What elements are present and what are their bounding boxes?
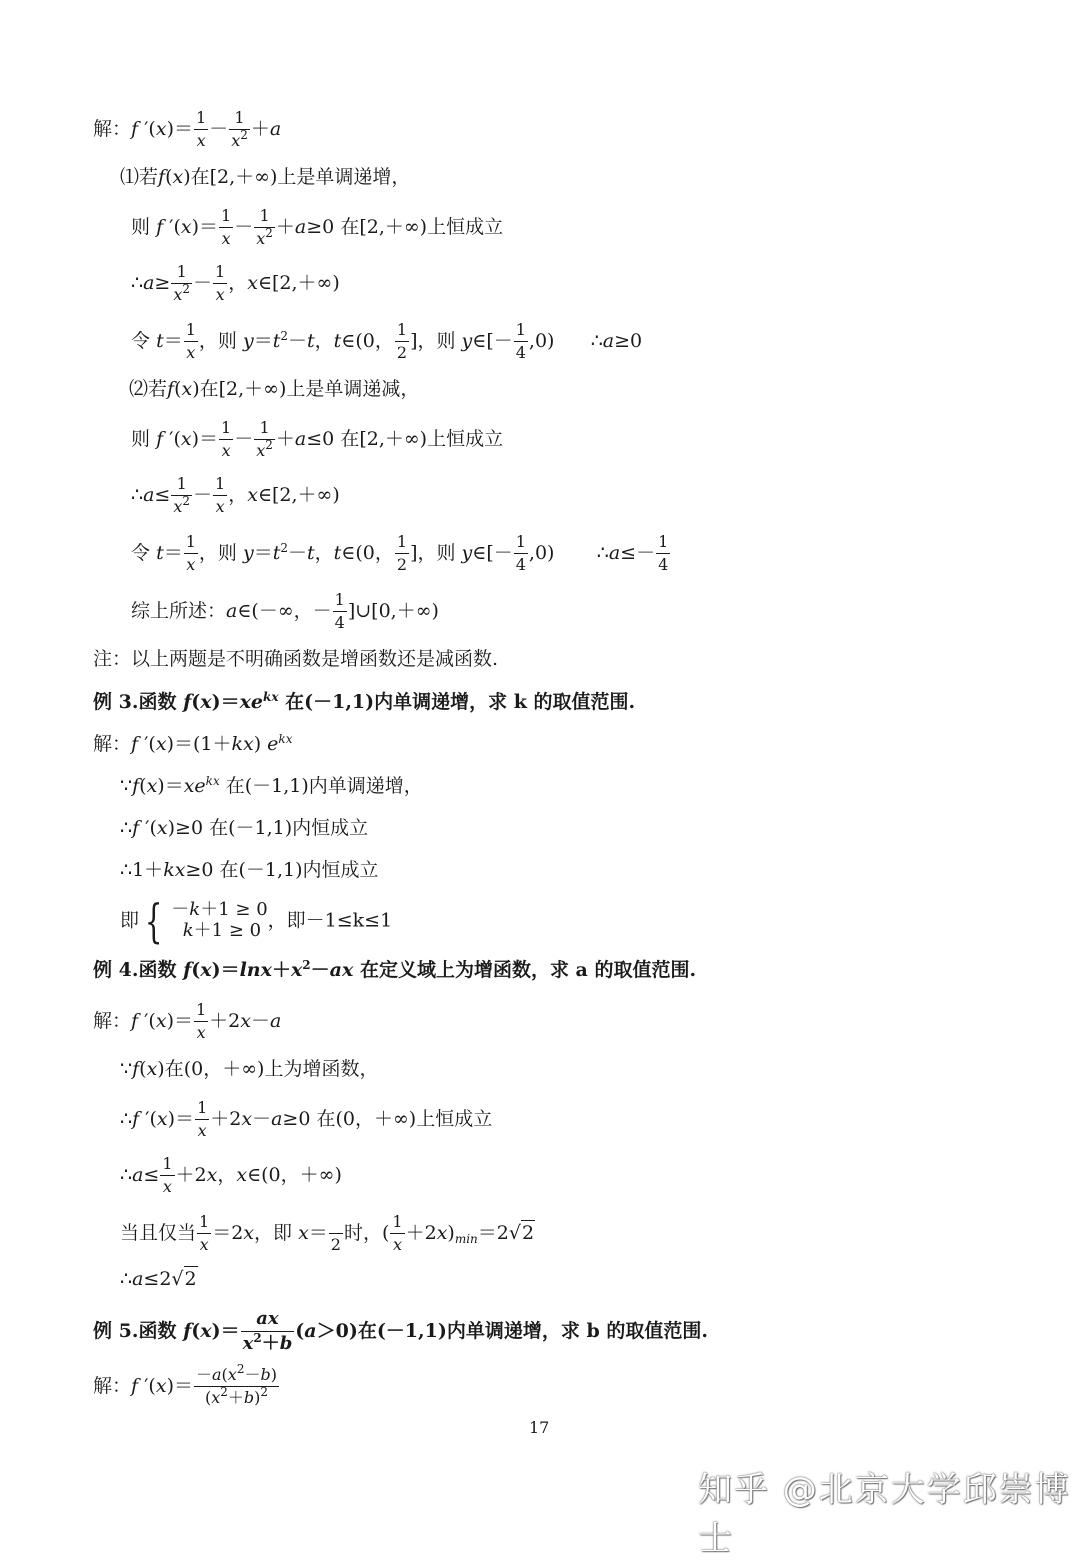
page-number: 17: [529, 1418, 550, 1437]
holds-text: 在[2,＋∞)上恒成立: [340, 215, 504, 238]
case1-heading: ⑴若f(x)在[2,＋∞)上是单调递增，: [120, 166, 411, 188]
ex4-equality-case: 当且仅当 $\frac{1}{x}$ ＝2x，即 x＝ 2 时，( $\frac{1}{x}$ $+2x)_{min}=2√2$: [120, 1212, 535, 1254]
ex3-result: ，即－1≤k≤1: [267, 909, 393, 932]
ex3-derivative: 解：f ′(x)＝(1＋kx) $e^{kx}$: [93, 732, 293, 755]
example-5-statement: 在(－1,1)内单调递增，求 b 的取值范围.: [357, 1319, 708, 1342]
therefore-symbol: ∴: [120, 1163, 133, 1186]
example-4-heading: 例 4.函数 $f(x)=\ln x+x^2-ax$ 在定义域上为增函数，求 a 的取值范围.: [93, 958, 697, 981]
fraction: $\frac{1}{x^2}$: [173, 262, 191, 304]
fraction: $\frac{1}{x^2}$: [173, 474, 191, 516]
ex4-a-bound: ∴a≤ $\frac{1}{x}$ ＋2x，x∈(0，＋∞): [120, 1154, 342, 1196]
fraction: $\frac{1}{4}$: [515, 320, 526, 362]
ex3-mono-text: 在(－1,1)内单调递增，: [225, 775, 423, 797]
example-4-statement: 在定义域上为增函数，求 a 的取值范围.: [359, 959, 697, 981]
note-line: 注：以上两题是不明确函数是增函数还是减函数.: [93, 648, 499, 670]
example-3-statement: 在(－1,1)内单调递增，求 k 的取值范围.: [285, 691, 636, 713]
case1-a-bound: ∴a≥ $\frac{1}{x^2}$ － $\frac{1}{x}$ ，x∈[2,＋∞): [131, 262, 340, 304]
case1-inequality: 则 f ′(x)＝ $\frac{1}{x}$ － $\frac{1}{x^2}$ ＋a≥0 在[2,＋∞)上恒成立: [131, 206, 504, 248]
fraction: $\frac{1}{2}$: [396, 532, 408, 574]
case2-a-bound: ∴a≤ $\frac{1}{x^2}$ － $\frac{1}{x}$ ，x∈[2,＋∞): [131, 474, 340, 516]
example-5-heading: 例 5.函数 f(x)＝ $\frac{ax}{x^2+b}$ (a＞0)在(－1,1)内单调递增，求 b 的取值范围.: [93, 1308, 708, 1354]
fraction: $\frac{1}{4}$: [515, 532, 526, 574]
inequality-system: { －k＋1 ≥ 0 k＋1 ≥ 0: [144, 894, 268, 948]
case2-heading: ⑵若f(x)在[2,＋∞)上是单调递减，: [129, 378, 420, 400]
example-3-heading: 例 3.函数 $f(x)=xe^{kx}$ 在(－1,1)内单调递增，求 k 的取值范围.: [93, 690, 636, 713]
fraction: $\frac{1}{x}$: [197, 1098, 208, 1140]
fraction: $\frac{1}{x}$: [185, 532, 196, 574]
watermark: 知乎 @北京大学邱崇博士: [698, 1470, 1071, 1559]
example-4-label: 例 4.: [93, 959, 139, 981]
case2-inequality: 则 f ′(x)＝ $\frac{1}{x}$ － $\frac{1}{x^2}$ ＋a≤0 在[2,＋∞)上恒成立: [131, 418, 504, 460]
fraction: $\frac{-a(x^2-b)}{(x^2+b)^2}$: [195, 1362, 277, 1407]
because-symbol: ∵: [120, 775, 133, 797]
fraction: $\frac{1}{x}$: [221, 206, 232, 248]
fraction: $\frac{1}{2}$: [396, 320, 408, 362]
then-label: 则: [131, 427, 151, 450]
fraction: $\frac{1}{x}$: [199, 1212, 210, 1254]
solution-label: 解：: [93, 117, 132, 140]
summary-line: 综上所述：a∈(－∞，－ $\frac{1}{4}$ ]∪[0,＋∞): [131, 590, 439, 632]
fraction: $\frac{1}{x^2}$: [256, 418, 273, 460]
fraction: $\frac{1}{x}$: [195, 108, 207, 150]
therefore-symbol: ∴: [120, 1268, 133, 1290]
fraction: $\frac{1}{4}$: [658, 532, 669, 574]
that-is-label: 即: [120, 909, 140, 932]
ex4-holds-text: 在(0，＋∞)上恒成立: [316, 1107, 493, 1130]
ex3-linear-holds: ∴1＋kx≥0 在(－1,1)内恒成立: [120, 859, 379, 881]
ex3-derivative-holds: ∴f ′(x)≥0 在(－1,1)内恒成立: [120, 817, 369, 839]
example-3-label: 例 3.: [93, 691, 139, 713]
ex4-derivative: 解：f ′(x)＝ $\frac{1}{x}$ ＋2x－a: [93, 1000, 282, 1042]
ex3-holds-text: 在(－1,1)内恒成立: [209, 817, 369, 839]
fraction: $\frac{1}{x^2}$: [256, 206, 273, 248]
ex5-derivative: 解：f ′(x)＝ $\frac{-a(x^2-b)}{(x^2+b)^2}$: [93, 1362, 277, 1407]
fraction: $\frac{1}{x}$: [162, 1154, 173, 1196]
solution-line-derivative: 解：f ′(x)＝ $\frac{1}{x}$ － $\frac{1}{x^2}$ ＋a: [93, 108, 282, 150]
summary-label: 综上所述：: [131, 599, 227, 622]
therefore-symbol: ∴: [131, 483, 144, 506]
fraction: $\frac{1}{x}$: [185, 320, 196, 362]
fraction: $\frac{1}{x}$: [221, 418, 232, 460]
equality-label: 当且仅当: [120, 1221, 197, 1244]
holds-text: 在[2,＋∞)上恒成立: [340, 427, 504, 450]
fraction: $\frac{1}{x}$: [392, 1212, 403, 1254]
solution-label: 解：: [93, 1374, 132, 1397]
therefore-symbol: ∴: [131, 271, 144, 294]
case2-label: ⑵若: [129, 378, 168, 400]
ex3-system: [120, 894, 393, 948]
then-label: 则: [131, 215, 151, 238]
case1-label: ⑴若: [120, 166, 159, 188]
ex4-result: ∴a≤2√2: [120, 1268, 197, 1290]
solution-label: 解：: [93, 733, 132, 755]
let-label: 令: [131, 541, 151, 564]
fraction: 2: [329, 1214, 343, 1254]
ex3-because: $\because f(x)=xe^{kx}$ 在(－1,1)内单调递增，: [120, 774, 423, 797]
example-5-label: 例 5.: [93, 1319, 139, 1342]
because-symbol: ∵: [120, 1058, 133, 1080]
therefore-symbol: ∴: [120, 817, 133, 839]
ex4-mono-text: 在(0，＋∞)上为增函数，: [164, 1058, 379, 1080]
ex3-holds-text: 在(－1,1)内恒成立: [219, 859, 379, 881]
case2-substitution: 令 t＝ $\frac{1}{x}$ ，则 $y=t^2-t$，t∈(0， $\frac{1}{2}$ ]，则 y∈[－ $\frac{1}{4}$ ,0) ∴a≤－ $\frac{1}{4}$: [131, 532, 669, 574]
fraction: $\frac{1}{x}$: [215, 262, 226, 304]
case1-substitution: 令 t＝ $\frac{1}{x}$ ，则 $y=t^2-t$，t∈(0， $\frac{1}{2}$ ]，则 y∈[－ $\frac{1}{4}$ ,0) ∴a≥0: [131, 320, 643, 362]
fraction: $\frac{1}{x^2}$: [231, 108, 248, 150]
therefore-symbol: ∴: [120, 1107, 133, 1130]
ex4-because: ∵f(x)在(0，＋∞)上为增函数，: [120, 1058, 379, 1080]
therefore-symbol: ∴: [120, 859, 133, 881]
let-label: 令: [131, 329, 151, 352]
case1-condition: 在[2,＋∞)上是单调递增，: [190, 166, 411, 188]
fraction: $\frac{1}{4}$: [334, 590, 345, 632]
fraction: $\frac{1}{x}$: [215, 474, 226, 516]
solution-label: 解：: [93, 1009, 132, 1032]
fraction: $\frac{1}{x}$: [195, 1000, 207, 1042]
fraction: $\frac{ax}{x^2+b}$: [242, 1308, 293, 1354]
ex4-derivative-holds: ∴f ′(x)＝ $\frac{1}{x}$ ＋2x－a≥0 在(0，＋∞)上恒成立: [120, 1098, 493, 1140]
case2-condition: 在[2,＋∞)上是单调递减，: [199, 378, 420, 400]
